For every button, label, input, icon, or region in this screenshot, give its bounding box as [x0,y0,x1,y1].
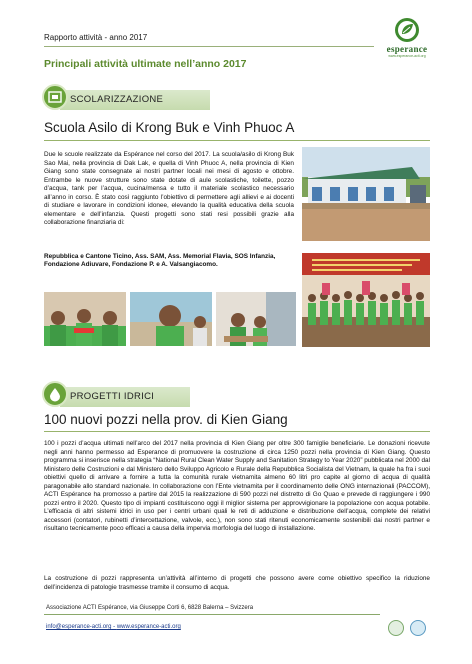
section-divider [44,431,430,432]
header-divider [44,46,374,47]
section-paragraph-wells-closing: La costruzione di pozzi rappresenta un’attività all’interno di progetti che possono avere come obiettivo specifico la riduzione dell’incidenza di patologie trasmesse tramite il consumo di acqua. [44,575,430,591]
page-title: Principali attività ultimate nell’anno 2017 [44,58,247,70]
footer-email-link[interactable]: info@esperance-acti.org [46,624,112,630]
report-header-label: Rapporto attività - anno 2017 [44,33,148,42]
footer-links [46,624,181,630]
children-photo-2 [130,292,212,346]
section-divider [44,140,430,141]
logo-wordmark: esperance [386,44,428,54]
leaf-logo-icon [376,16,438,46]
section-label-schooling: SCOLARIZZAZIONE [70,94,164,105]
footer-website-link[interactable]: www.esperance-acti.org [116,624,181,630]
children-photo-1 [44,292,126,346]
logo-url: www.esperance-acti.org [388,54,426,58]
section-paragraph-schools: Due le scuole realizzate da Espérance nel corso del 2017. La scuola/asilo di Krong Buk Sao Mai, nella provincia di Dak Lak, e quella di Vinh Phuoc A, nella provincia di Kien Giang sono state consegnate ai nostri partner locali nei mesi di agosto e ottobre. Entrambe le nuove strutture sono state dotate di aule scolastiche, toilette, pozzo d’acqua, tank per l’acqua, cucina/mensa e tutto il materiale scolastico necessario all’anno in corso. È stato così raggiunto l’obiettivo di permettere agli allievi e ai docenti di studiare e lavorare in condizioni idonee, elevando la qualità educativa della scuola elementare e dell’infanzia. Questi progetti sono stati resi possibili grazie alla collaborazione finanziaria di: [44,151,294,227]
section-title-wells: 100 nuovi pozzi nella prov. di Kien Giang [44,412,288,427]
sponsors-list: Repubblica e Cantone Ticino, Ass. SAM, Ass. Memorial Flavia, SOS Infanzia, Fondazione Adiuvare, Fondazione P. e A. Valsangiacomo. [44,253,276,269]
school-building-photo [302,147,430,241]
footer-address: Associazione ACTI Espérance, via Giuseppe Corti 6, 6828 Balerna – Svizzera [46,605,254,611]
footer-separator: - [111,624,117,630]
footer-divider [44,614,380,615]
children-group-photo [302,253,430,347]
section-label-water: PROGETTI IDRICI [70,391,155,402]
section-title-schools: Scuola Asilo di Krong Buk e Vinh Phuoc A [44,120,295,135]
partner-logo-2 [410,620,426,636]
esperance-logo [376,16,438,58]
school-icon [42,84,68,110]
children-photo-3 [216,292,296,346]
section-paragraph-wells: 100 i pozzi d’acqua ultimati nell’arco del 2017 nella provincia di Kien Giang per oltre 300 famiglie beneficiarie. Le donazioni ricevute negli anni hanno permesso ad Esperance di promuovere la costruzione di circa 1250 pozzi nella provincia di Kien Giang. Questo programma si inserisce nella strategia “National Rural Clean Water Supply and Sanitation Strategy to Year 2020” pubblicata nel 2000 dal Ministero delle Costruzioni e dal Ministero dello Sviluppo Agricolo e Rurale della Repubblica Socialista del Vietnam, la quale ha fra i suoi obiettivi quello di arrivare a fornire a tutta la comunità rurale vietnamita almeno 60 litri pro capite al giorno di acqua di qualità paragonabile allo standard nazionale. In collaborazione con l’Ente vietnamita per il coordinamento delle ONG internazionali (PACCOM), ACTI Espérance ha promosso a partire dal 2015 la realizzazione di 590 pozzi nel distretto di Go Quao e prevede di raggiungere i 990 pozzi entro il 2020. Questo tipo di impianti costituiscono oggi il miglior sistema per approvvigionare la popolazione con acqua potabile. L’efficacia di altri sistemi idrici in uso per i centri urbani quali le reti di adduzione e distribuzione dell’acqua, complete dei relativi accessori (contatori, rubinetti d’intercettazione, valvole, ecc.), non sono stati ritenuti economicamente sostenibili dai nostri partner e risultano tecnicamente poco efficaci a causa della impervia morfologia del luogo di installazione. [44,440,430,533]
water-drop-icon [42,381,68,407]
partner-logo-1 [388,620,404,636]
